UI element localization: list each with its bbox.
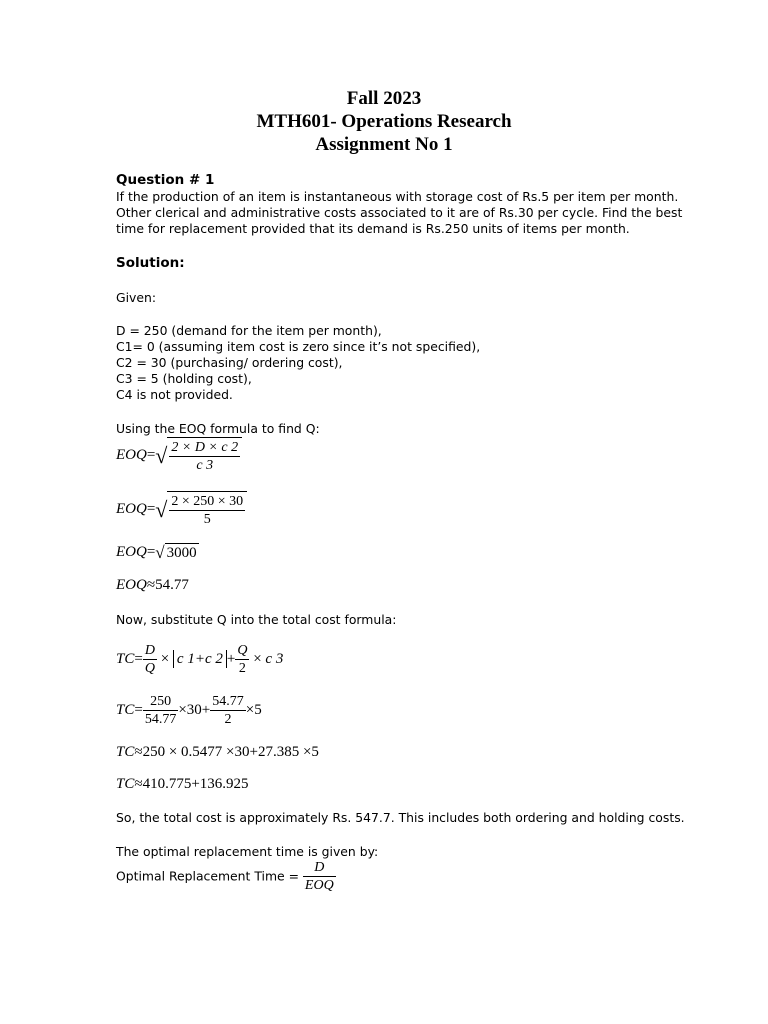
tc-tail: ×5 bbox=[245, 701, 262, 718]
question-text-line: time for replacement provided that its demand is Rs.250 units of items per month. bbox=[116, 221, 630, 236]
total-cost-note: So, the total cost is approximately Rs. 547.7. This includes both ordering and holding costs. bbox=[116, 810, 685, 825]
tc-symbol: TC bbox=[116, 744, 135, 760]
tc-symbol: TC bbox=[116, 701, 135, 718]
fraction bbox=[303, 859, 336, 894]
denominator: Q bbox=[144, 661, 155, 676]
denominator: 2 bbox=[238, 661, 246, 676]
numerator: 2 × 250 × 30 bbox=[171, 494, 244, 509]
numerator: 54.77 bbox=[212, 694, 244, 709]
eoq-symbol: EOQ bbox=[116, 500, 147, 517]
numerator: Q bbox=[237, 643, 248, 658]
denominator: c 3 bbox=[196, 458, 214, 473]
eoq-value: 54.77 bbox=[155, 577, 189, 593]
given-item: C4 is not provided. bbox=[116, 387, 233, 402]
fraction bbox=[169, 493, 245, 528]
given-item: D = 250 (demand for the item per month), bbox=[116, 323, 382, 338]
numerator: D bbox=[303, 859, 336, 877]
given-item: C2 = 30 (purchasing/ ordering cost), bbox=[116, 355, 343, 370]
fraction bbox=[143, 642, 157, 677]
fraction bbox=[143, 693, 179, 728]
tc-intro: Now, substitute Q into the total cost formula: bbox=[116, 612, 397, 627]
doc-title-course: MTH601- Operations Research bbox=[256, 111, 512, 132]
eoq-result: EOQ≈54.77 bbox=[116, 577, 189, 593]
question-heading: Question # 1 bbox=[116, 172, 215, 188]
eoq-intro: Using the EOQ formula to find Q: bbox=[116, 421, 320, 436]
radicand: 3000 bbox=[166, 545, 197, 561]
abs-content: c 1+c 2 bbox=[176, 650, 223, 667]
given-item: C3 = 5 (holding cost), bbox=[116, 371, 252, 386]
fraction bbox=[169, 439, 240, 474]
doc-title-assignment: Assignment No 1 bbox=[315, 134, 453, 155]
denominator: 54.77 bbox=[144, 712, 177, 727]
abs-bracket bbox=[173, 650, 227, 668]
numerator: D bbox=[144, 643, 155, 658]
tc-expression: 250 × 0.5477 ×30+27.385 ×5 bbox=[142, 744, 319, 760]
solution-heading: Solution: bbox=[116, 255, 185, 271]
denominator: 5 bbox=[203, 512, 211, 527]
fraction bbox=[210, 693, 246, 728]
question-text-line: If the production of an item is instantaneous with storage cost of Rs.5 per item per month. bbox=[116, 189, 679, 204]
eoq-sqrt-value: EOQ=√ 3000 bbox=[116, 543, 197, 562]
tc-symbol: TC bbox=[116, 776, 135, 792]
given-label: Given: bbox=[116, 290, 157, 305]
denominator: 2 bbox=[224, 712, 232, 727]
denominator: EOQ bbox=[304, 878, 334, 893]
eoq-substituted: EOQ=√ $\frac{2 \times 250 \times 30}{5}$ bbox=[116, 491, 247, 528]
optimal-time-label: Optimal Replacement Time = bbox=[116, 868, 299, 884]
fraction bbox=[235, 642, 249, 677]
tc-expanded: TC≈250 × 0.5477 ×30+27.385 ×5 bbox=[116, 744, 319, 760]
eoq-symbol: EOQ bbox=[116, 543, 147, 560]
given-item: C1= 0 (assuming item cost is zero since it’s not specified), bbox=[116, 339, 481, 354]
eoq-symbol: EOQ bbox=[116, 446, 147, 463]
tc-sum: TC≈410.775+136.925 bbox=[116, 776, 249, 792]
tc-mid: ×30+ bbox=[178, 701, 211, 718]
tc-symbol: TC bbox=[116, 650, 135, 667]
tc-substituted: TC= $\frac{250}{54.77}$ ×30+ $\frac{54.77}{2}$ ×5 bbox=[116, 694, 262, 727]
optimal-time-formula bbox=[116, 859, 336, 894]
tc-formula: TC= $\frac{D}{Q}$ × c 1+c 2 + $\frac{Q}{2}$ × c 3 bbox=[116, 643, 284, 676]
square-root: √ $\frac{2 \times 250 \times 30}{5}$ bbox=[155, 491, 247, 528]
optimal-time-intro: The optimal replacement time is given by: bbox=[116, 844, 379, 859]
numerator: 2 × D × c 2 bbox=[171, 440, 239, 455]
doc-title-term: Fall 2023 bbox=[346, 88, 422, 109]
square-root: √ $\frac{2 \times D \times c 2}{c 3}$ bbox=[155, 437, 242, 474]
eoq-symbol: EOQ bbox=[116, 577, 147, 593]
eoq-formula: EOQ=√ $\frac{2 \times D \times c 2}{c 3}$ bbox=[116, 437, 242, 474]
tc-tail: c 3 bbox=[265, 650, 284, 667]
tc-expression: 410.775+136.925 bbox=[142, 776, 249, 792]
square-root: √ 3000 bbox=[155, 543, 197, 562]
question-text-line: Other clerical and administrative costs associated to it are of Rs.30 per cycle. Find the best bbox=[116, 205, 683, 220]
numerator: 250 bbox=[143, 693, 179, 711]
